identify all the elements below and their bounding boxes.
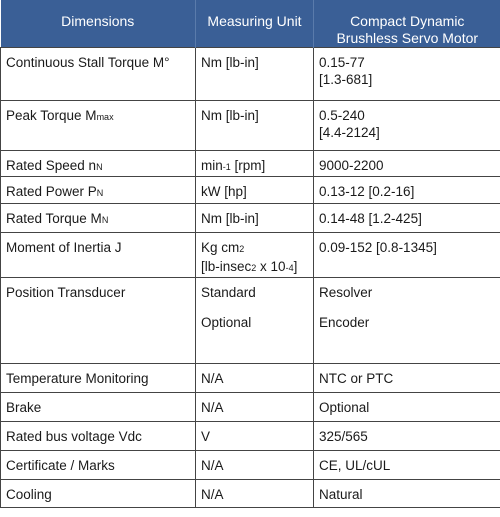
cell-unit — [196, 151, 314, 177]
cell-value: Natural — [314, 480, 500, 508]
unit-text: [lb-insec — [201, 259, 252, 274]
cell-unit: N/A — [196, 480, 314, 508]
table-row — [1, 151, 500, 177]
header-dimensions: Dimensions — [1, 0, 196, 48]
value-line: Encoder — [319, 315, 370, 330]
unit-text: ] — [293, 259, 298, 274]
cell-value: 0.13-12 [0.2-16] — [314, 177, 500, 204]
cell-value — [314, 101, 500, 151]
cell-value: 0.14-48 [1.2-425] — [314, 204, 500, 233]
cell-value: Optional — [314, 393, 500, 422]
dimension-subscript: N — [96, 188, 104, 198]
dimension-subscript: max — [96, 112, 114, 122]
cell-unit: N/A — [196, 393, 314, 422]
unit-superscript: 2 — [239, 244, 245, 254]
cell-unit: Nm [lb-in] — [196, 204, 314, 233]
unit-superscript: -4 — [285, 263, 294, 273]
cell-dimension: Certificate / Marks — [1, 451, 196, 480]
cell-dimension: Rated bus voltage Vdc — [1, 422, 196, 451]
value-line: Resolver — [319, 285, 373, 300]
dimension-subscript: N — [96, 162, 103, 172]
dimension-text: Rated Torque M — [6, 211, 102, 226]
table-row — [1, 204, 500, 233]
table-row — [1, 393, 500, 422]
cell-value: CE, UL/cUL — [314, 451, 500, 480]
cell-value: 9000-2200 — [314, 151, 500, 177]
header-motor: Compact Dynamic Brushless Servo Motor — [314, 0, 500, 48]
unit-line: Standard — [201, 285, 256, 300]
cell-value: 0.09-152 [0.8-1345] — [314, 233, 500, 278]
cell-unit: Nm [lb-in] — [196, 48, 314, 101]
cell-unit — [196, 278, 314, 364]
header-measuring-unit: Measuring Unit — [196, 0, 314, 48]
unit-text: [rpm] — [230, 158, 266, 173]
cell-dimension: Brake — [1, 393, 196, 422]
unit-text: min — [201, 158, 223, 173]
dimension-text: Peak Torque M — [6, 108, 97, 123]
table-row — [1, 364, 500, 393]
dimension-subscript: N — [101, 215, 109, 225]
unit-text: x 10 — [256, 259, 286, 274]
table-row — [1, 48, 500, 101]
cell-dimension — [1, 204, 196, 233]
cell-dimension — [1, 151, 196, 177]
value-line: [1.3-681] — [319, 72, 373, 87]
cell-dimension: Cooling — [1, 480, 196, 508]
cell-value: NTC or PTC — [314, 364, 500, 393]
cell-unit: N/A — [196, 451, 314, 480]
table-row — [1, 422, 500, 451]
table-row — [1, 101, 500, 151]
cell-dimension — [1, 177, 196, 204]
cell-dimension: Continuous Stall Torque M° — [1, 48, 196, 101]
cell-unit: Nm [lb-in] — [196, 101, 314, 151]
dimension-text: Rated Power P — [6, 184, 97, 199]
table-row — [1, 278, 500, 364]
value-line: [4.4-2124] — [319, 125, 380, 140]
unit-line — [201, 239, 308, 258]
cell-value — [314, 48, 500, 101]
table-row — [1, 233, 500, 278]
header-row — [1, 0, 500, 48]
cell-value: 325/565 — [314, 422, 500, 451]
value-line: 0.5-240 — [319, 108, 365, 123]
table-row — [1, 480, 500, 508]
cell-unit: kW [hp] — [196, 177, 314, 204]
cell-unit — [196, 233, 314, 278]
cell-value — [314, 278, 500, 364]
cell-unit: N/A — [196, 364, 314, 393]
cell-dimension: Moment of Inertia J — [1, 233, 196, 278]
cell-dimension: Temperature Monitoring — [1, 364, 196, 393]
unit-text: Kg cm — [201, 240, 240, 255]
value-line: 0.15-77 — [319, 55, 365, 70]
unit-line — [201, 258, 308, 277]
cell-dimension — [1, 101, 196, 151]
unit-superscript: -1 — [222, 162, 231, 172]
dimension-text: Rated Speed n — [6, 158, 97, 173]
unit-superscript: 2 — [251, 263, 257, 273]
table-row — [1, 177, 500, 204]
table-row — [1, 451, 500, 480]
unit-line: Optional — [201, 315, 252, 330]
cell-dimension: Position Transducer — [1, 278, 196, 364]
cell-unit: V — [196, 422, 314, 451]
